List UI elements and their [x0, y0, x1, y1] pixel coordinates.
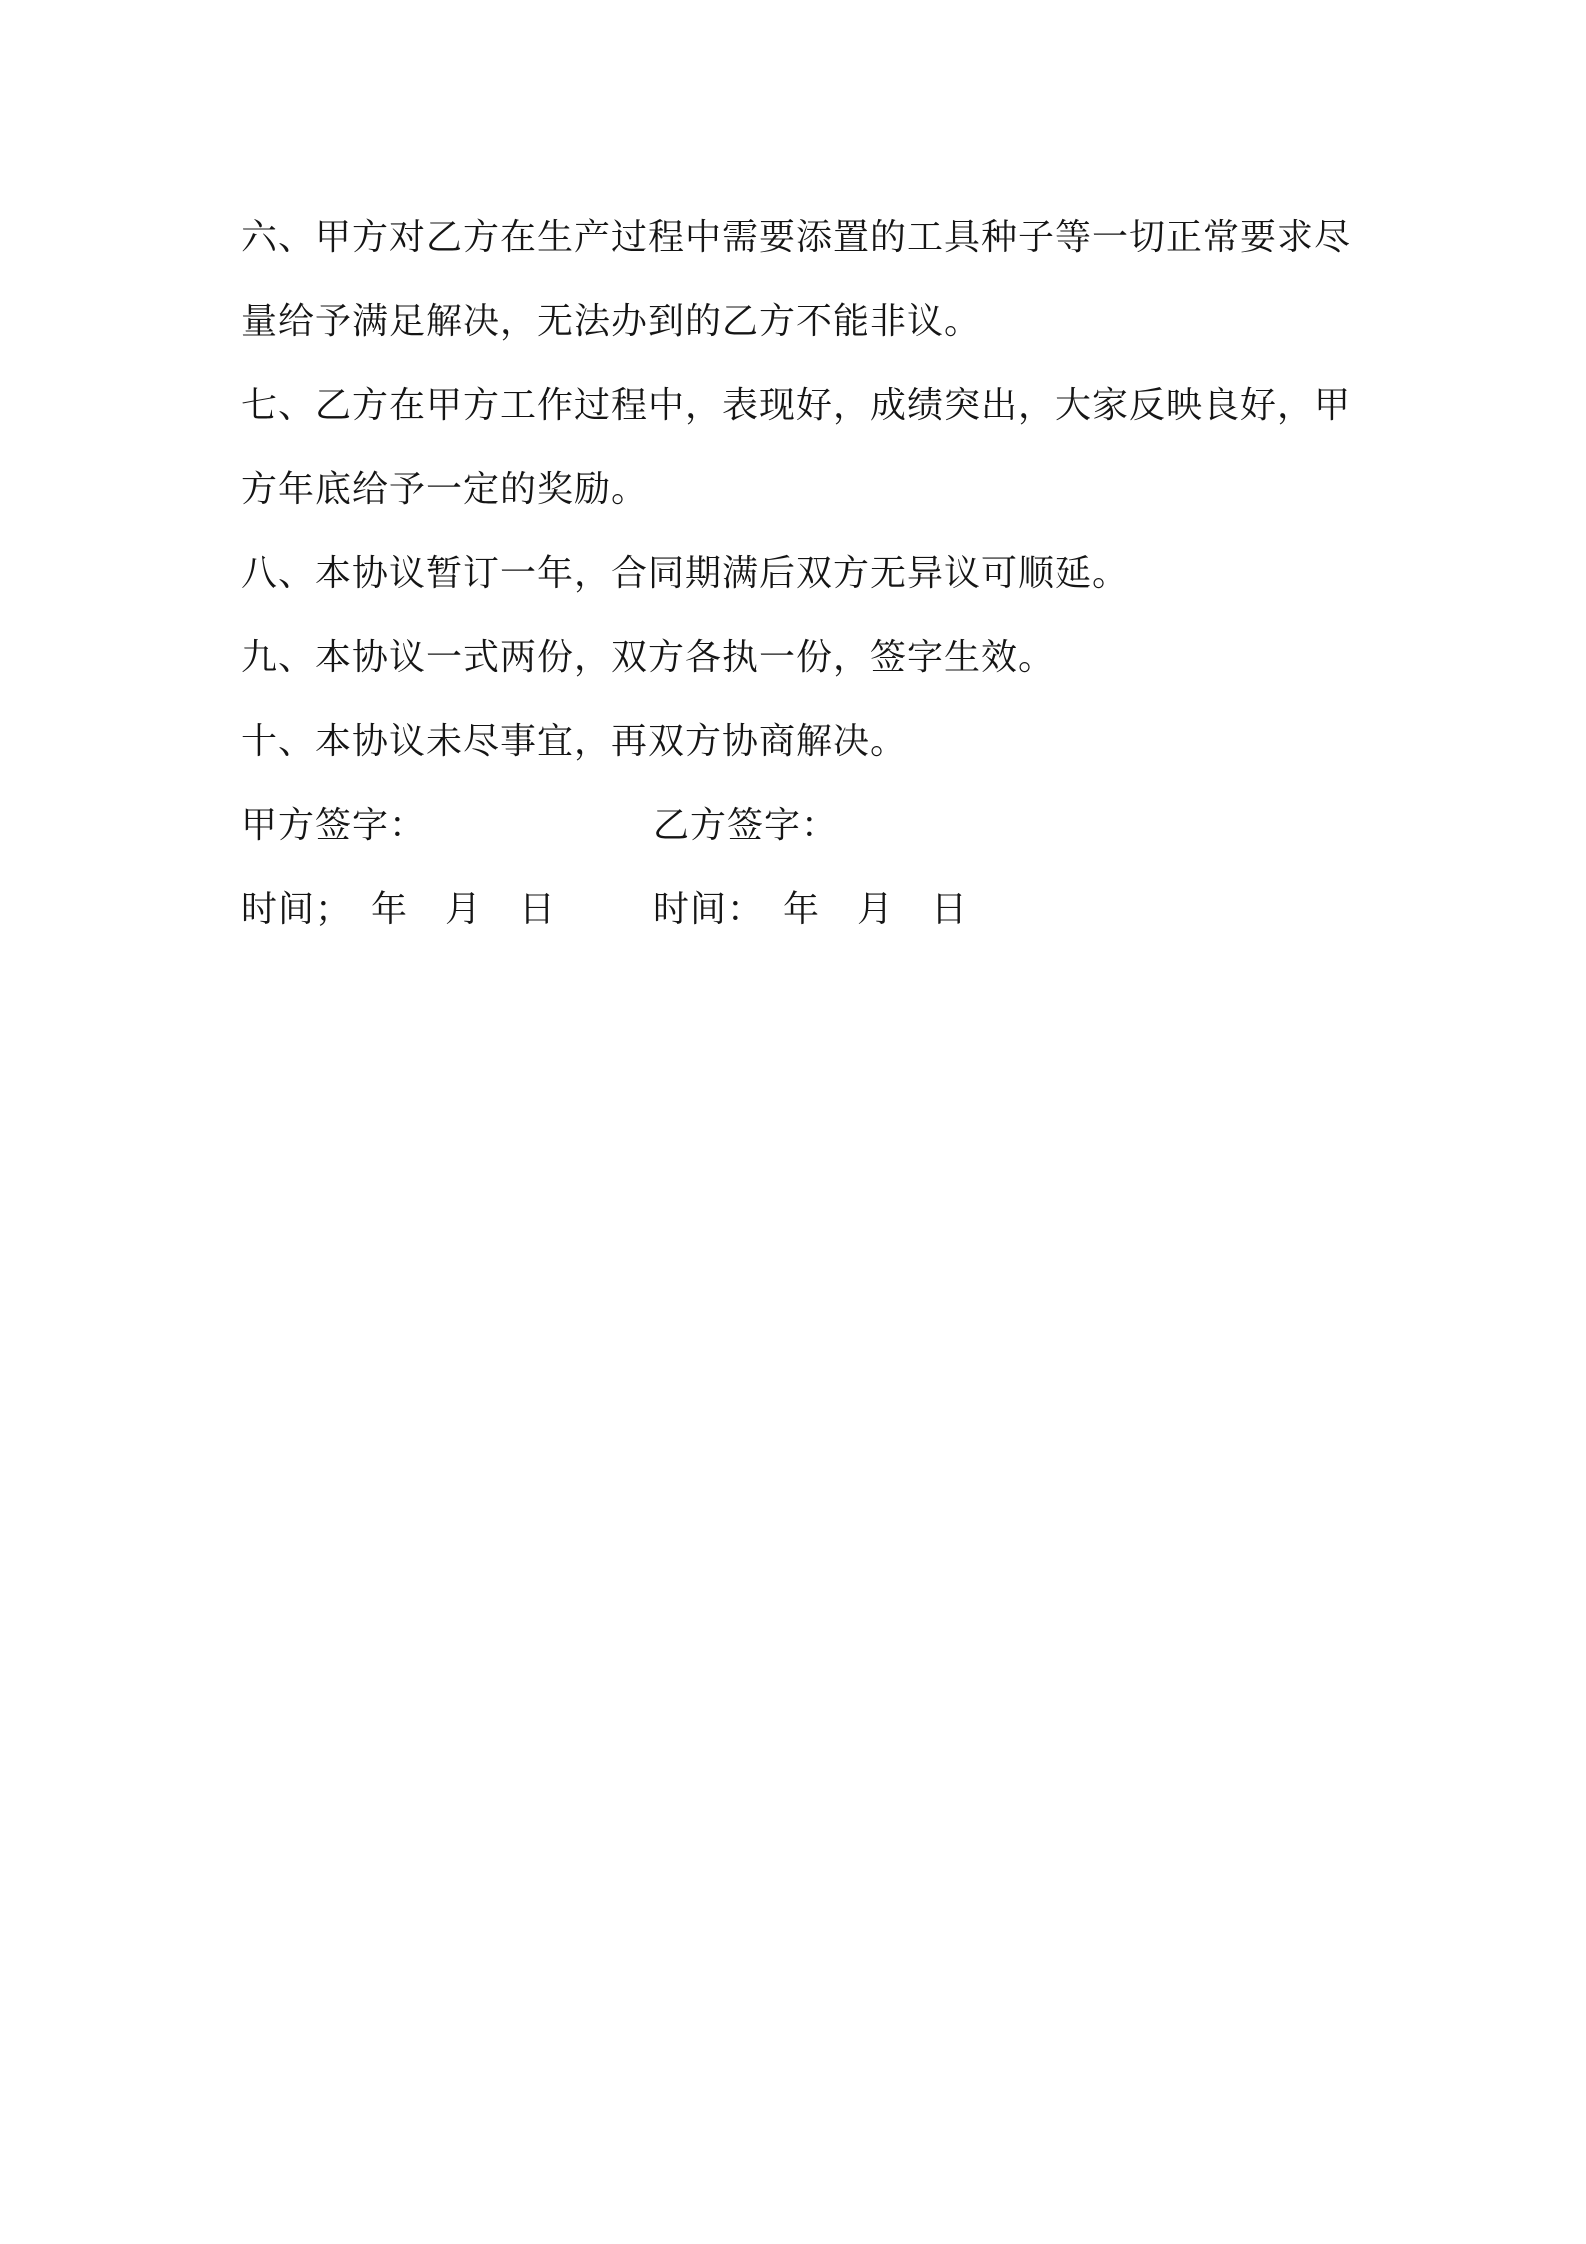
clause-line: 九、本协议一式两份，双方各执一份，签字生效。 — [241, 637, 1056, 678]
clause-line: 六、甲方对乙方在生产过程中需要添置的工具种子等一切正常要求尽 — [241, 217, 1352, 258]
clause-6 — [241, 196, 1361, 364]
party-a-signature-label: 甲方签字： — [241, 805, 427, 846]
clause-line: 十、本协议未尽事宜，再双方协商解决。 — [241, 721, 908, 762]
clause-10 — [241, 700, 1361, 784]
agreement-body — [241, 196, 1361, 952]
clause-line: 八、本协议暂订一年，合同期满后双方无异议可顺延。 — [241, 553, 1130, 594]
clause-line: 量给予满足解决，无法办到的乙方不能非议。 — [241, 301, 982, 342]
party-b-signature-label: 乙方签字： — [653, 805, 839, 846]
date-row — [241, 868, 1361, 952]
clause-line: 方年底给予一定的奖励。 — [241, 469, 649, 510]
clause-9 — [241, 616, 1361, 700]
clause-7 — [241, 364, 1361, 532]
party-b-date-label: 时间： 年 月 日 — [653, 889, 969, 930]
clause-8 — [241, 532, 1361, 616]
party-a-date-label: 时间； 年 月 日 — [241, 889, 557, 930]
clause-line: 七、乙方在甲方工作过程中，表现好，成绩突出，大家反映良好，甲 — [241, 385, 1352, 426]
signature-row — [241, 784, 1361, 868]
